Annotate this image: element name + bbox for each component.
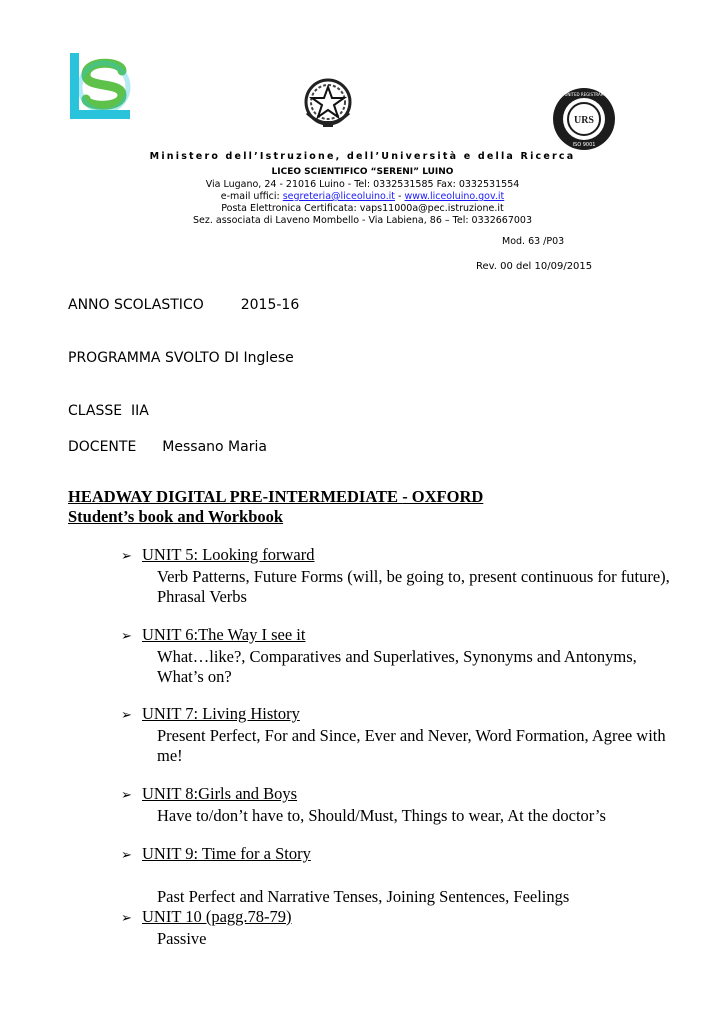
- bullet-arrow-icon: ➢: [121, 629, 132, 644]
- svg-text:ISO 9001: ISO 9001: [572, 142, 596, 148]
- school-year-row: [68, 297, 299, 313]
- school-address: Via Lugano, 24 - 21016 Luino - Tel: 0332531585 Fax: 0332531554: [205, 179, 520, 190]
- svg-text:UNITED REGISTRAR: UNITED REGISTRAR: [564, 92, 604, 97]
- unit-description: Past Perfect and Narrative Tenses, Joining Sentences, Feelings: [157, 887, 570, 906]
- unit-item: [121, 844, 681, 866]
- unit-title: UNIT 5: Looking forward: [142, 545, 315, 564]
- bullet-arrow-icon: ➢: [121, 848, 132, 863]
- book-subtitle: Student’s book and Workbook: [68, 507, 284, 526]
- bullet-arrow-icon: ➢: [121, 549, 132, 564]
- unit-description: Present Perfect, For and Since, Ever and Never, Word Formation, Agree with me!: [157, 726, 666, 765]
- unit-title: UNIT 6:The Way I see it: [142, 625, 306, 644]
- class-value: IIA: [131, 403, 149, 419]
- unit-title: UNIT 7: Living History: [142, 704, 300, 723]
- unit-item: [121, 784, 681, 826]
- school-year-label: ANNO SCOLASTICO: [68, 297, 204, 313]
- bullet-arrow-icon: ➢: [121, 788, 132, 803]
- book-title-text: HEADWAY DIGITAL PRE-INTERMEDIATE: [68, 487, 403, 506]
- bullet-arrow-icon: ➢: [121, 911, 132, 926]
- revision-info: Rev. 00 del 10/09/2015: [476, 261, 593, 272]
- school-year-value: 2015-16: [240, 297, 300, 313]
- unit-description: What…like?, Comparatives and Superlatives, Synonyms and Antonyms, What’s on?: [157, 647, 637, 686]
- website-link[interactable]: www.liceoluino.gov.it: [404, 191, 505, 202]
- teacher-value: Messano Maria: [162, 439, 267, 455]
- class-row: [68, 403, 149, 419]
- email-separator: -: [395, 191, 405, 202]
- unit-item: [121, 625, 681, 687]
- email-label: e-mail uffici:: [220, 191, 283, 202]
- svg-text:URS: URS: [573, 115, 595, 126]
- unit-item: [121, 545, 681, 607]
- unit-item: [121, 907, 681, 949]
- unit-description: Verb Patterns, Future Forms (will, be going to, present continuous for future), Phrasal Verbs: [157, 567, 670, 606]
- pec-address: Posta Elettronica Certificata: vaps11000a@pec.istruzione.it: [221, 203, 504, 214]
- unit-item: [121, 704, 681, 766]
- unit-description: Have to/don’t have to, Should/Must, Things to wear, At the doctor’s: [157, 806, 606, 825]
- unit-description: Passive: [157, 929, 207, 948]
- school-logo-icon: [68, 51, 132, 121]
- unit-title: UNIT 10 (pagg.78-79): [142, 907, 292, 926]
- email-link[interactable]: segreteria@liceoluino.it: [282, 191, 396, 202]
- bullet-arrow-icon: ➢: [121, 708, 132, 723]
- module-code: Mod. 63 /P03: [502, 236, 565, 247]
- school-name: LICEO SCIENTIFICO “SERENI” LUINO: [271, 167, 454, 177]
- italian-republic-emblem-icon: [301, 73, 355, 131]
- book-title: [68, 487, 483, 507]
- program-title: PROGRAMMA SVOLTO DI Inglese: [68, 350, 294, 366]
- ministry-name: Ministero dell’Istruzione, dell’Università e della Ricerca: [149, 151, 576, 162]
- unit-title: UNIT 9: Time for a Story: [142, 844, 311, 863]
- teacher-row: [68, 439, 267, 455]
- branch-address: Sez. associata di Laveno Mombello - Via Labiena, 86 – Tel: 0332667003: [193, 215, 532, 226]
- book-publisher: - OXFORD: [402, 487, 484, 506]
- teacher-label: DOCENTE: [68, 439, 137, 455]
- class-label: CLASSE: [68, 403, 123, 419]
- unit-title: UNIT 8:Girls and Boys: [142, 784, 298, 803]
- iso-certification-seal: [551, 86, 617, 152]
